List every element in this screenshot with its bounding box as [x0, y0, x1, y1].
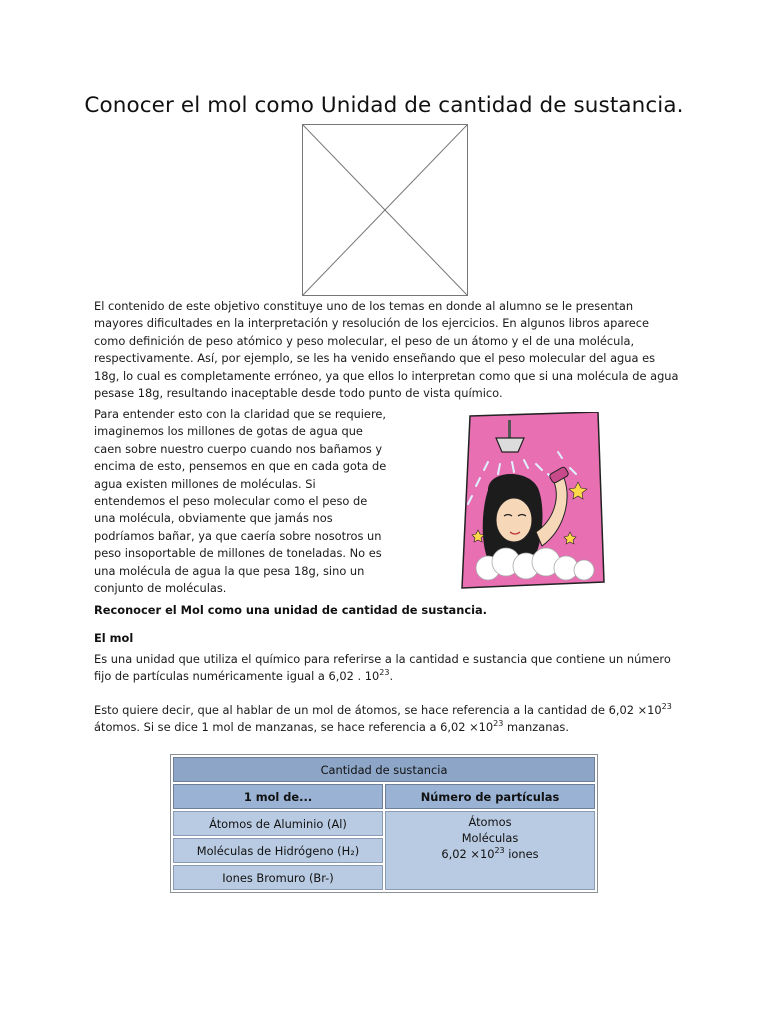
explanation-paragraph: [94, 702, 684, 737]
page-title: Conocer el mol como Unidad de cantidad de sustancia.: [84, 93, 684, 118]
mol-definition-end: .: [389, 669, 394, 684]
particle-line-ions: [390, 846, 590, 862]
table-caption: Cantidad de sustancia: [173, 757, 595, 782]
explanation-exp1: 23: [661, 702, 672, 711]
explanation-part2: átomos. Si se dice 1 mol de manzanas, se hace referencia a 6,02 ×10: [94, 720, 494, 735]
explanation-exp2: 23: [493, 719, 504, 729]
mol-heading: El mol: [94, 631, 134, 645]
particle-line-atoms: Átomos: [468, 815, 512, 829]
intro-paragraph: El contenido de este objetivo constituye uno de los temas en donde al alumno se le presentan mayores dificultades en la interpretación y resolución de los ejercicios. En algunos libros aparece como definición de peso atómico y peso molecular, el peso de un átomo y el de una molécula, respectivamente. Así, por ejemplo, se les ha venido enseñando que el peso molecular del agua es 18g, lo cual es completamente erróneo, ya que ellos lo interpretan como que si una molécula de agua pesase 18g, resultando inaceptable desde todo punto de vista químico.: [94, 299, 679, 401]
table-header-mol: 1 mol de...: [173, 784, 383, 809]
table-header-particles: Número de partículas: [385, 784, 595, 809]
particle-exponent: 23: [494, 846, 505, 855]
explanation-part1: Esto quiere decir, que al hablar de un mol de átomos, se hace referencia a la cantidad de 6,02 ×10: [94, 703, 662, 717]
quantity-table: [170, 754, 598, 893]
particle-line-molecules: Moléculas: [461, 831, 519, 845]
particle-unit: iones: [504, 847, 539, 861]
shower-paragraph: Para entender esto con la claridad que se requiere, imaginemos los millones de gotas de agua que caen sobre nuestro cuerpo cuando nos bañamos y encima de esto, pensemos en que en cada gota de agua existen millones de moléculas. Si entendemos el peso molecular como el peso de una molécula, obviamente que jamás nos podríamos bañar, ya que caería sobre nosotros un peso insoportable de millones de toneladas. No es una molécula de agua la que pesa 18g, sino un conjunto de moléculas.: [94, 407, 387, 596]
particle-value: 6,02 ×10: [441, 847, 495, 861]
explanation-part3: manzanas.: [503, 720, 569, 735]
table-particle-count: [385, 811, 595, 890]
table-row-hydrogen: Moléculas de Hidrógeno (H₂): [173, 838, 383, 863]
mol-definition-text: Es una unidad que utiliza el químico para referirse a la cantidad e sustancia que contiene un número fijo de partículas numéricamente igual a 6,02 . 10: [94, 652, 671, 684]
section-heading: Reconocer el Mol como una unidad de cantidad de sustancia.: [94, 603, 488, 617]
mol-definition-exponent: 23: [379, 668, 390, 678]
table-row-bromide: Iones Bromuro (Br-): [173, 865, 383, 890]
table-row-aluminium: Átomos de Aluminio (Al): [173, 811, 383, 836]
mol-definition: [94, 651, 684, 686]
shower-illustration: [458, 412, 606, 590]
image-placeholder: [302, 124, 468, 296]
